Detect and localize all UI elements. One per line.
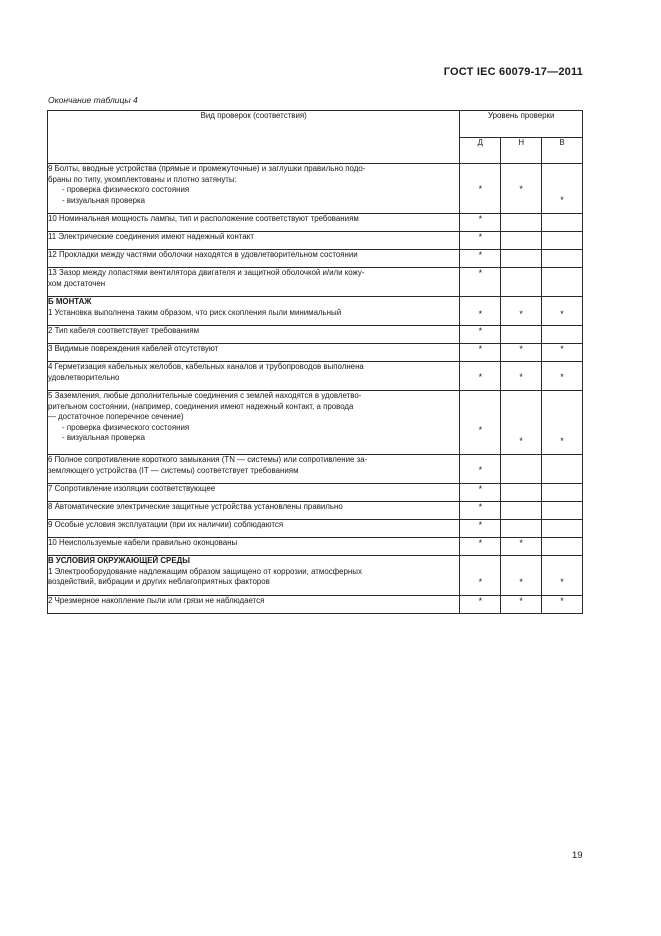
header-check-type: Вид проверок (соответствия): [48, 111, 460, 164]
row-text-line: 1 Электрооборудование надлежащим образом защищено от коррозии, атмосферных: [48, 566, 362, 576]
row-description: [48, 538, 460, 556]
mark-n: [501, 268, 542, 297]
row-text-line: 2 Чрезмерное накопление пыли или грязи не наблюдается: [48, 596, 265, 605]
mark-v: *: [542, 362, 583, 391]
table-row: [48, 164, 583, 214]
mark-n: *: [501, 362, 542, 391]
row-text-line: 6 Полное сопротивление короткого замыкания (TN — системы) или сопротивление за-: [48, 455, 368, 464]
mark-d: *: [460, 362, 501, 391]
section-heading: Б МОНТАЖ: [48, 297, 92, 306]
row-description: [48, 556, 460, 596]
mark-v: [542, 326, 583, 344]
row-text-line: - визуальная проверка: [62, 195, 146, 205]
table-caption: Окончание таблицы 4: [48, 95, 138, 105]
mark-n: *: [501, 164, 542, 214]
table-row: [48, 297, 583, 326]
mark-n: [501, 502, 542, 520]
mark-v: [542, 268, 583, 297]
mark-n: [501, 520, 542, 538]
table-row: [48, 556, 583, 596]
table-row: [48, 596, 583, 614]
mark-n: *: [501, 538, 542, 556]
row-text-line: — достаточное поперечное сечение): [48, 412, 184, 421]
mark-v: *: [542, 596, 583, 614]
row-text-line: 1 Установка выполнена таким образом, что риск скопления пыли минимальный: [48, 307, 342, 317]
row-text-line: 4 Герметизация кабельных желобов, кабельных каналов и трубопроводов выполнена: [48, 362, 364, 371]
row-description: [48, 250, 460, 268]
row-text-line: 12 Прокладки между частями оболочки находятся в удовлетворительном состоянии: [48, 250, 358, 259]
mark-n: *: [501, 391, 542, 455]
mark-n: [501, 232, 542, 250]
mark-d: *: [460, 232, 501, 250]
row-description: [48, 326, 460, 344]
mark-d: *: [460, 520, 501, 538]
row-text-line: 2 Тип кабеля соответствует требованиям: [48, 326, 200, 335]
row-text-line: 11 Электрические соединения имеют надежный контакт: [48, 232, 254, 241]
mark-v: [542, 250, 583, 268]
mark-d: *: [460, 344, 501, 362]
mark-v: [542, 538, 583, 556]
table-row: [48, 362, 583, 391]
row-text-line: удовлетворительно: [48, 372, 120, 382]
row-description: [48, 455, 460, 484]
section-heading: В УСЛОВИЯ ОКРУЖАЮЩЕЙ СРЕДЫ: [48, 556, 190, 565]
mark-d: *: [460, 391, 501, 455]
table-row: [48, 232, 583, 250]
mark-v: *: [542, 344, 583, 362]
document-standard-header: ГОСТ IEC 60079-17—2011: [443, 66, 583, 78]
row-description: [48, 344, 460, 362]
mark-v: [542, 520, 583, 538]
mark-d: *: [460, 297, 501, 326]
mark-d: *: [460, 484, 501, 502]
mark-v: [542, 214, 583, 232]
row-description: [48, 520, 460, 538]
mark-d: *: [460, 502, 501, 520]
table-row: [48, 391, 583, 455]
table-row: [48, 502, 583, 520]
row-description: [48, 502, 460, 520]
table-row: [48, 344, 583, 362]
row-text-line: 13 Зазор между лопастями вентилятора двигателя и защитной оболочкой и/или кожу-: [48, 268, 365, 277]
row-text-line: браны по типу, укомплектованы и плотно затянуты:: [48, 174, 237, 184]
mark-v: *: [542, 391, 583, 455]
row-text-line: 9 Особые условия эксплуатации (при их наличии) соблюдаются: [48, 520, 284, 529]
row-description: [48, 214, 460, 232]
table-row: [48, 520, 583, 538]
row-text-line: 10 Номинальная мощность лампы, тип и расположение соответствуют требованиям: [48, 214, 359, 223]
mark-d: *: [460, 164, 501, 214]
row-description: [48, 232, 460, 250]
mark-v: [542, 484, 583, 502]
row-description: [48, 362, 460, 391]
row-text-line: рительном состоянии, (например, соединения имеют надежный контакт, а провода: [48, 401, 354, 411]
mark-d: *: [460, 556, 501, 596]
mark-n: [501, 326, 542, 344]
table-row: [48, 326, 583, 344]
mark-d: *: [460, 326, 501, 344]
row-description: [48, 484, 460, 502]
header-col-v: В: [542, 138, 583, 164]
mark-d: *: [460, 455, 501, 484]
mark-v: *: [542, 297, 583, 326]
row-description: [48, 268, 460, 297]
table-row: [48, 538, 583, 556]
mark-n: *: [501, 556, 542, 596]
mark-d: *: [460, 268, 501, 297]
header-col-d: Д: [460, 138, 501, 164]
row-description: [48, 297, 460, 326]
row-description: [48, 391, 460, 455]
mark-v: [542, 502, 583, 520]
mark-n: [501, 484, 542, 502]
row-text-line: - проверка физического состояния: [62, 422, 190, 432]
row-text-line: - проверка физического состояния: [62, 185, 190, 194]
row-text-line: 5 Заземления, любые дополнительные соединения с землей находятся в удовлетво-: [48, 391, 362, 400]
row-description: [48, 164, 460, 214]
table-row: [48, 250, 583, 268]
mark-d: *: [460, 250, 501, 268]
mark-v: [542, 232, 583, 250]
row-text-line: хом достаточен: [48, 278, 106, 288]
header-check-level: Уровень проверки: [460, 111, 583, 138]
row-text-line: - визуальная проверка: [62, 433, 146, 442]
row-description: [48, 596, 460, 614]
row-text-line: 9 Болты, вводные устройства (прямые и промежуточные) и заглушки правильно подо-: [48, 164, 366, 173]
row-text-line: 10 Неиспользуемые кабели правильно оконцованы: [48, 538, 238, 547]
table-row: [48, 268, 583, 297]
row-text-line: 7 Сопротивление изоляции соответствующее: [48, 484, 216, 493]
mark-n: *: [501, 596, 542, 614]
mark-n: [501, 214, 542, 232]
mark-d: *: [460, 596, 501, 614]
mark-d: *: [460, 214, 501, 232]
row-text-line: земляющего устройства (IT — системы) соответствует требованиям: [48, 465, 299, 475]
table-row: [48, 484, 583, 502]
mark-v: *: [542, 556, 583, 596]
table-header-row: [48, 111, 583, 138]
mark-n: [501, 250, 542, 268]
mark-d: *: [460, 538, 501, 556]
mark-n: *: [501, 297, 542, 326]
mark-v: [542, 455, 583, 484]
table-row: [48, 455, 583, 484]
mark-n: *: [501, 344, 542, 362]
mark-v: *: [542, 164, 583, 214]
inspection-table: [47, 110, 583, 614]
row-text-line: 8 Автоматические электрические защитные устройства установлены правильно: [48, 502, 343, 511]
row-text-line: 3 Видимые повреждения кабелей отсутствуют: [48, 344, 219, 353]
mark-n: [501, 455, 542, 484]
row-text-line: воздействий, вибрации и других неблагоприятных факторов: [48, 577, 270, 586]
table-row: [48, 214, 583, 232]
page-number: 19: [572, 850, 583, 861]
header-col-n: Н: [501, 138, 542, 164]
